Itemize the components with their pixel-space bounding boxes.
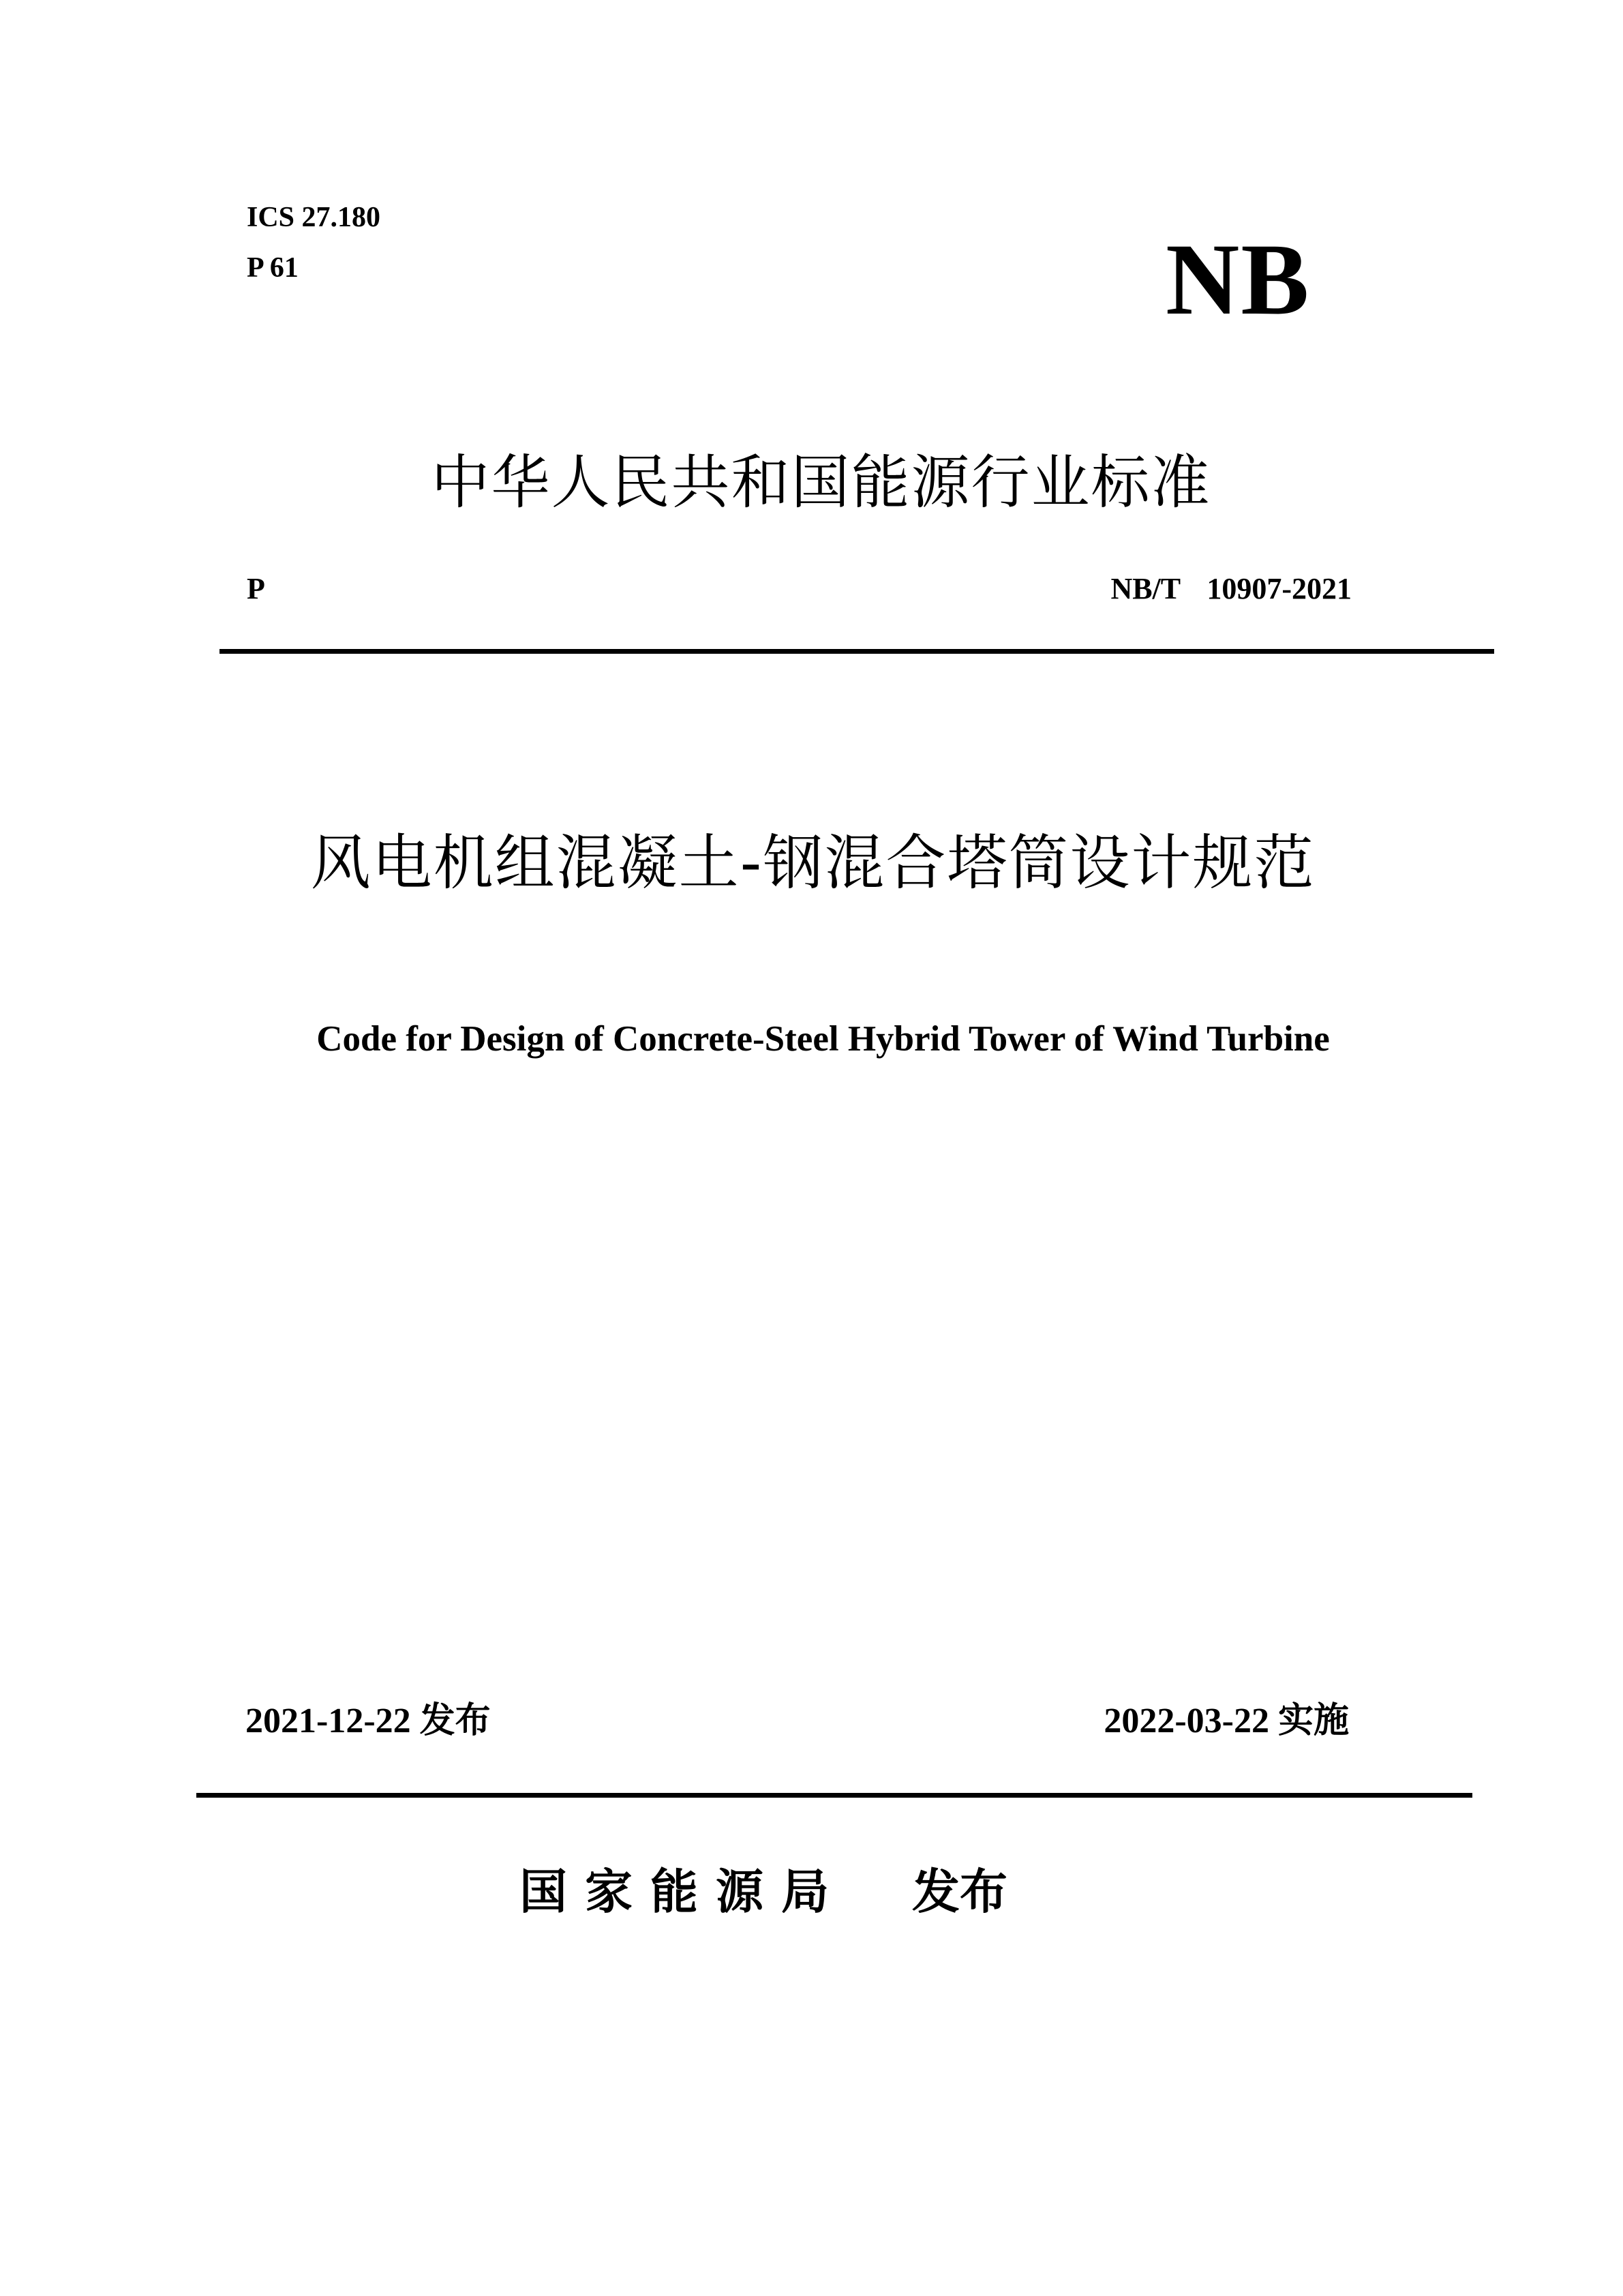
ccs-code: P 61 (247, 252, 299, 284)
implement-label: 实施 (1277, 1700, 1349, 1741)
issue-date: 2021-12-22 (245, 1702, 411, 1740)
implement-date-line (1104, 1700, 1349, 1741)
standard-category-heading: 中华人民共和国能源行业标准 (431, 449, 1211, 517)
issuer-name: 国家能源局 (519, 1864, 847, 1920)
issue-date-line (245, 1700, 491, 1741)
top-divider (219, 649, 1494, 654)
implement-date: 2022-03-22 (1104, 1702, 1269, 1740)
ics-code: ICS 27.180 (247, 202, 381, 233)
title-chinese: 风电机组混凝土-钢混合塔筒设计规范 (310, 828, 1316, 898)
issuer-action: 发布 (912, 1864, 1007, 1920)
nb-logo: NB (1166, 223, 1311, 336)
classification-letter: P (247, 572, 265, 605)
issuer-line (519, 1864, 1007, 1920)
issue-label: 发布 (419, 1700, 491, 1741)
title-english: Code for Design of Concrete-Steel Hybrid Tower of Wind Turbine (316, 1019, 1330, 1059)
bottom-divider (196, 1793, 1472, 1798)
standard-number: NB/T 10907-2021 (1110, 572, 1352, 605)
